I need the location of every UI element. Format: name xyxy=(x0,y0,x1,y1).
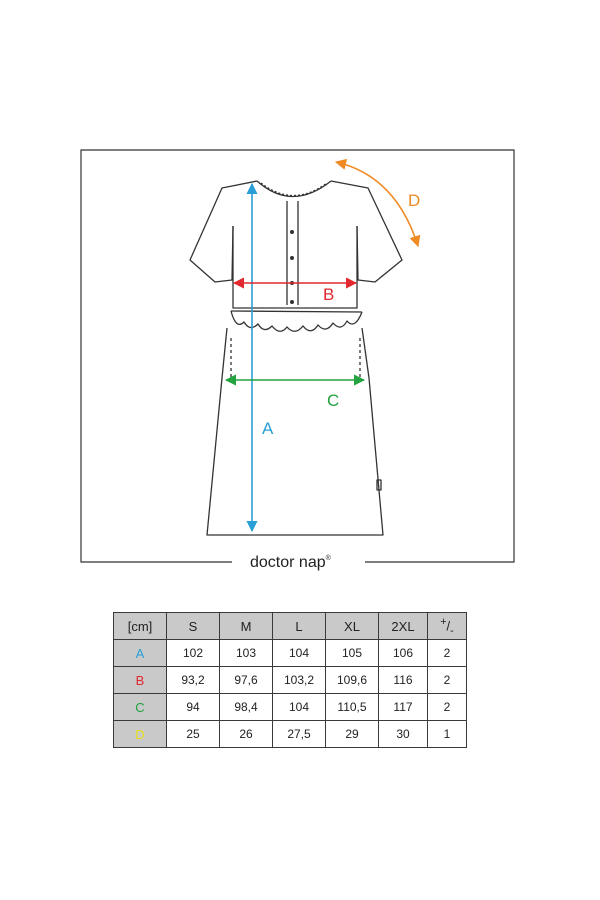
size-value-cell: 102 xyxy=(167,640,220,667)
tolerance-sep: / xyxy=(446,617,451,633)
size-table-header-row xyxy=(114,613,467,640)
size-value-cell: 27,5 xyxy=(273,721,326,748)
size-header: 2XL xyxy=(379,613,428,640)
table-row xyxy=(114,667,467,694)
measure-row-label: C xyxy=(114,694,167,721)
size-value-cell: 29 xyxy=(326,721,379,748)
size-value-cell: 93,2 xyxy=(167,667,220,694)
tolerance-cell: 2 xyxy=(428,640,467,667)
size-value-cell: 104 xyxy=(273,694,326,721)
measure-c-label: C xyxy=(327,391,340,410)
size-value-cell: 26 xyxy=(220,721,273,748)
tolerance-plus: + xyxy=(440,615,447,628)
size-value-cell: 104 xyxy=(273,640,326,667)
size-table xyxy=(113,612,467,748)
brand-logo xyxy=(250,554,332,571)
size-header: S xyxy=(167,613,220,640)
tolerance-cell: 2 xyxy=(428,667,467,694)
size-header: XL xyxy=(326,613,379,640)
size-value-cell: 25 xyxy=(167,721,220,748)
size-value-cell: 97,6 xyxy=(220,667,273,694)
size-value-cell: 117 xyxy=(379,694,428,721)
tolerance-minus: - xyxy=(450,624,454,637)
size-value-cell: 94 xyxy=(167,694,220,721)
size-value-cell: 30 xyxy=(379,721,428,748)
measure-a-label: A xyxy=(262,419,274,438)
size-value-cell: 116 xyxy=(379,667,428,694)
size-value-cell: 98,4 xyxy=(220,694,273,721)
measure-d-arrow xyxy=(336,162,421,246)
table-row xyxy=(114,694,467,721)
unit-header: [cm] xyxy=(114,613,167,640)
size-value-cell: 103,2 xyxy=(273,667,326,694)
size-value-cell: 109,6 xyxy=(326,667,379,694)
table-row xyxy=(114,721,467,748)
tolerance-cell: 1 xyxy=(428,721,467,748)
size-header: M xyxy=(220,613,273,640)
dress-buttons xyxy=(290,230,294,304)
measure-row-label: B xyxy=(114,667,167,694)
brand-name: doctor nap xyxy=(250,554,326,571)
size-value-cell: 103 xyxy=(220,640,273,667)
measure-row-label: A xyxy=(114,640,167,667)
tolerance-cell: 2 xyxy=(428,694,467,721)
measure-d-label: D xyxy=(408,191,421,210)
measure-row-label: D xyxy=(114,721,167,748)
size-value-cell: 106 xyxy=(379,640,428,667)
measure-b-label: B xyxy=(323,285,335,304)
size-value-cell: 110,5 xyxy=(326,694,379,721)
size-value-cell: 105 xyxy=(326,640,379,667)
dress-outline xyxy=(190,181,402,535)
brand-registered-mark: ® xyxy=(325,555,331,562)
table-row xyxy=(114,640,467,667)
size-header: L xyxy=(273,613,326,640)
tolerance-header xyxy=(428,613,467,640)
